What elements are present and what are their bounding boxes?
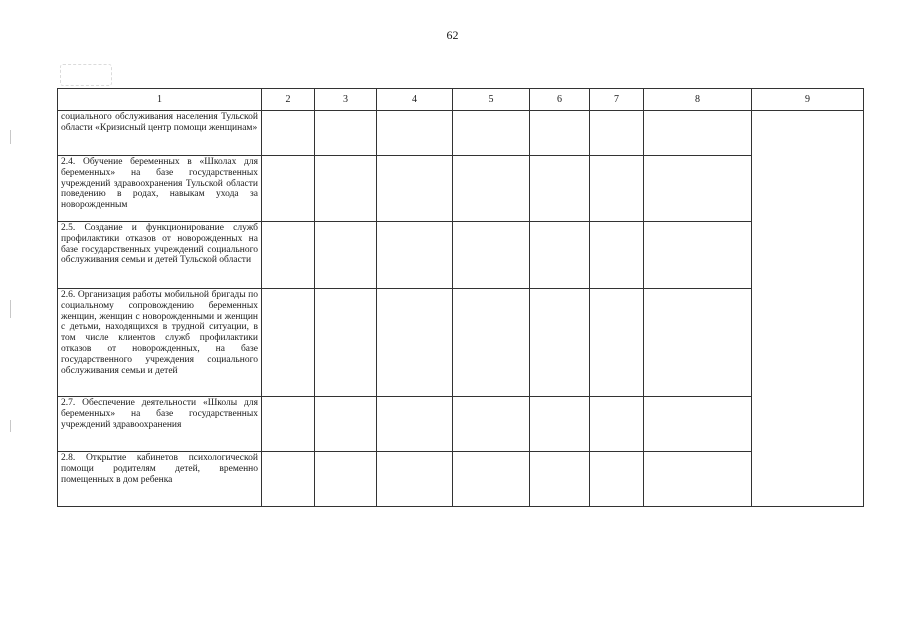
table-cell xyxy=(315,452,377,507)
column-header: 3 xyxy=(315,89,377,111)
table-cell xyxy=(644,222,752,289)
table-cell xyxy=(752,222,864,289)
table-cell xyxy=(530,222,590,289)
table-cell xyxy=(590,156,644,222)
table-row xyxy=(58,397,864,452)
table-cell xyxy=(752,156,864,222)
table-cell xyxy=(752,452,864,507)
column-header: 5 xyxy=(453,89,530,111)
activity-description: социального обслуживания населения Тульской области «Кризисный центр помощи женщинам» xyxy=(58,111,262,156)
table-cell xyxy=(453,397,530,452)
table-cell xyxy=(315,156,377,222)
table-cell xyxy=(377,289,453,397)
table-cell xyxy=(453,222,530,289)
table-cell xyxy=(377,397,453,452)
table-row xyxy=(58,452,864,507)
table-cell xyxy=(530,289,590,397)
table-cell xyxy=(315,111,377,156)
table-header-row xyxy=(58,89,864,111)
table-cell xyxy=(377,452,453,507)
table-cell xyxy=(315,397,377,452)
table-cell xyxy=(644,397,752,452)
table-cell xyxy=(377,156,453,222)
activity-description: 2.7. Обеспечение деятельности «Школы для беременных» на базе государственных учреждений здравоохранения xyxy=(58,397,262,452)
activity-description: 2.8. Открытие кабинетов психологической помощи родителям детей, временно помещенных в дом ребенка xyxy=(58,452,262,507)
table-cell xyxy=(262,289,315,397)
table-cell xyxy=(453,452,530,507)
table-cell xyxy=(752,289,864,397)
table-cell xyxy=(453,289,530,397)
column-header: 2 xyxy=(262,89,315,111)
table-cell xyxy=(590,111,644,156)
table-cell xyxy=(262,397,315,452)
table-cell xyxy=(377,111,453,156)
plan-table xyxy=(57,88,864,507)
column-header: 9 xyxy=(752,89,864,111)
table-cell xyxy=(262,111,315,156)
activity-description: 2.4. Обучение беременных в «Школах для беременных» на базе государственных учреждений здравоохранения Тульской области поведению в родах, навыкам ухода за новорожденным xyxy=(58,156,262,222)
table-cell xyxy=(315,289,377,397)
activity-description: 2.5. Создание и функционирование служб профилактики отказов от новорожденных на базе государственных учреждений социального обслуживания семьи и детей Тульской области xyxy=(58,222,262,289)
table-cell xyxy=(644,156,752,222)
table-row xyxy=(58,289,864,397)
table-cell xyxy=(590,289,644,397)
table-cell xyxy=(752,111,864,156)
table-cell xyxy=(262,452,315,507)
scan-artifact xyxy=(10,300,11,318)
column-header: 7 xyxy=(590,89,644,111)
table-row xyxy=(58,222,864,289)
page-number: 62 xyxy=(446,28,459,42)
scan-artifact xyxy=(10,130,11,144)
table-cell xyxy=(530,156,590,222)
table-cell xyxy=(590,222,644,289)
table-cell xyxy=(530,452,590,507)
table-row xyxy=(58,111,864,156)
scan-artifact xyxy=(10,420,11,432)
column-header: 8 xyxy=(644,89,752,111)
table-cell xyxy=(530,397,590,452)
table-cell xyxy=(453,156,530,222)
stamp-mark xyxy=(60,64,112,86)
table-cell xyxy=(752,397,864,452)
table-cell xyxy=(377,222,453,289)
table-cell xyxy=(262,156,315,222)
column-header: 4 xyxy=(377,89,453,111)
table-cell xyxy=(590,452,644,507)
table-cell xyxy=(315,222,377,289)
table-cell xyxy=(644,452,752,507)
table-cell xyxy=(530,111,590,156)
table-cell xyxy=(262,222,315,289)
table-cell xyxy=(644,111,752,156)
column-header: 6 xyxy=(530,89,590,111)
activity-description: 2.6. Организация работы мобильной бригады по социальному сопровождению беременных женщин, женщин с новорожденными и женщин с детьми, находящихся в трудной ситуации, в том числе клиентов служб профилактики отказов от новорожденных, на базе государственного учреждения социального обслуживания семьи и детей xyxy=(58,289,262,397)
table-cell xyxy=(453,111,530,156)
column-header: 1 xyxy=(58,89,262,111)
table-cell xyxy=(590,397,644,452)
table-cell xyxy=(644,289,752,397)
table-row xyxy=(58,156,864,222)
